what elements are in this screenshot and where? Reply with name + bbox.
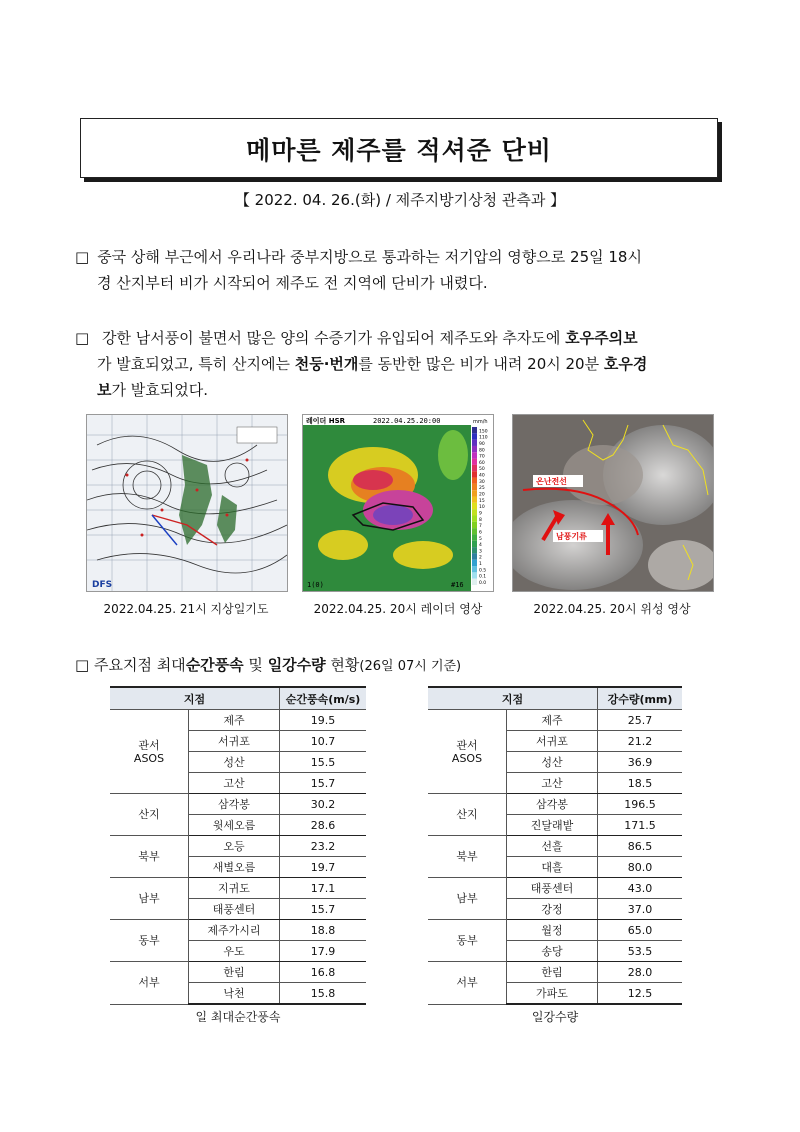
radar-footer-left: 1(0) <box>307 581 324 589</box>
radar-graphic <box>303 415 493 591</box>
station-cell: 월정 <box>507 920 598 941</box>
station-cell: 제주가시리 <box>189 920 280 941</box>
value-cell: 18.8 <box>280 920 367 941</box>
value-cell: 16.8 <box>280 962 367 983</box>
station-cell: 선흘 <box>507 836 598 857</box>
section-bold-wind: 순간풍속 <box>185 656 244 674</box>
radar-scale-swatch <box>472 566 477 572</box>
radar-scale-swatch <box>472 433 477 439</box>
page-title: 메마른 제주를 적셔준 단비 <box>246 136 552 165</box>
radar-scale-label: 70 <box>479 454 485 460</box>
table-row <box>428 962 682 983</box>
radar-scale-label: 110 <box>479 435 488 441</box>
radar-image <box>302 414 494 592</box>
bullet-box: □ <box>75 656 90 674</box>
region-cell: 관서 ASOS <box>110 710 189 794</box>
value-cell: 15.5 <box>280 752 367 773</box>
radar-scale-label: 9 <box>479 511 482 517</box>
radar-scale-swatch <box>472 484 477 490</box>
radar-scale-swatch <box>472 478 477 484</box>
radar-scale-swatch <box>472 465 477 471</box>
table-section-heading <box>75 654 461 675</box>
radar-scale-label: 5 <box>479 536 482 542</box>
satellite-graphic <box>513 415 713 591</box>
radar-scale-label: 4 <box>479 543 482 549</box>
value-cell: 171.5 <box>598 815 683 836</box>
para2-text: 강한 남서풍이 불면서 많은 양의 수증기가 유입되어 제주도와 추자도에 <box>101 329 566 347</box>
radar-scale-swatch <box>472 572 477 578</box>
value-cell: 17.9 <box>280 941 367 962</box>
table-row <box>428 878 682 899</box>
radar-scale-label: 40 <box>479 473 485 479</box>
para2-text: 가 발효되었다. <box>111 381 208 399</box>
rain-table-caption: 일강수량 <box>531 1010 579 1024</box>
value-cell: 65.0 <box>598 920 683 941</box>
wind-table <box>110 686 366 1005</box>
radar-scale-label: 80 <box>479 448 485 454</box>
station-cell: 서귀포 <box>189 731 280 752</box>
value-cell: 15.7 <box>280 773 367 794</box>
satellite-image <box>512 414 714 592</box>
value-cell: 53.5 <box>598 941 683 962</box>
value-cell: 80.0 <box>598 857 683 878</box>
paragraph-1 <box>75 244 725 296</box>
radar-scale-label: 60 <box>479 460 485 466</box>
value-cell: 12.5 <box>598 983 683 1005</box>
station-cell: 윗세오름 <box>189 815 280 836</box>
radar-scale-swatch <box>472 427 477 433</box>
table-header-row <box>110 687 366 710</box>
radar-scale-label: 7 <box>479 524 482 530</box>
region-cell: 북부 <box>428 836 507 878</box>
radar-scale-swatch <box>472 440 477 446</box>
satellite-flow-label: 남풍기류 <box>556 532 587 541</box>
table-row <box>110 920 366 941</box>
station-cell: 제주 <box>189 710 280 731</box>
station-cell: 성산 <box>507 752 598 773</box>
para2-bold-advisory: 호우주의보 <box>565 329 638 347</box>
station-cell: 한림 <box>507 962 598 983</box>
weather-chart-stamp: DFS <box>92 580 113 590</box>
region-cell: 동부 <box>110 920 189 962</box>
section-text: 현황 <box>325 656 360 674</box>
radar-scale-label: 50 <box>479 467 485 473</box>
radar-scale-label: 10 <box>479 505 485 511</box>
radar-scale-swatch <box>472 497 477 503</box>
radar-scale-label: 2 <box>479 555 482 561</box>
station-cell: 제주 <box>507 710 598 731</box>
station-cell: 한림 <box>189 962 280 983</box>
radar-scale-swatch <box>472 471 477 477</box>
station-cell: 삼각봉 <box>189 794 280 815</box>
region-cell: 서부 <box>428 962 507 1005</box>
station-cell: 진달래밭 <box>507 815 598 836</box>
header-station: 지점 <box>110 687 280 710</box>
table-row <box>110 794 366 815</box>
para1-line1: 중국 상해 부근에서 우리나라 중부지방으로 통과하는 저기압의 영향으로 25일 18시 <box>97 248 642 266</box>
table-row <box>428 836 682 857</box>
station-cell: 태풍센터 <box>507 878 598 899</box>
radar-scale-swatch <box>472 509 477 515</box>
region-cell: 산지 <box>428 794 507 836</box>
para2-bold-warning-end: 보 <box>97 381 112 399</box>
para2-bold-warning: 호우경 <box>603 355 648 373</box>
value-cell: 43.0 <box>598 878 683 899</box>
value-cell: 15.7 <box>280 899 367 920</box>
radar-scale-label: 25 <box>479 486 485 492</box>
station-cell: 고산 <box>189 773 280 794</box>
radar-scale-label: 3 <box>479 549 482 555</box>
radar-scale-swatch <box>472 553 477 559</box>
region-cell: 남부 <box>428 878 507 920</box>
station-cell: 송당 <box>507 941 598 962</box>
value-cell: 37.0 <box>598 899 683 920</box>
para2-bold-thunder: 천둥·번개 <box>294 355 359 373</box>
radar-scale-label: 8 <box>479 517 482 523</box>
value-cell: 36.9 <box>598 752 683 773</box>
station-cell: 가파도 <box>507 983 598 1005</box>
station-cell: 새별오름 <box>189 857 280 878</box>
date-line: 【 2022. 04. 26.(화) / 제주지방기상청 관측과 】 <box>234 191 566 209</box>
para2-text: 가 발효되었고, 특히 산지에는 <box>97 355 295 373</box>
value-cell: 21.2 <box>598 731 683 752</box>
radar-scale-swatch <box>472 452 477 458</box>
value-cell: 19.7 <box>280 857 367 878</box>
weather-chart-caption: 2022.04.25. 21시 지상일기도 <box>103 602 269 616</box>
value-cell: 25.7 <box>598 710 683 731</box>
station-cell: 태풍센터 <box>189 899 280 920</box>
header-value: 순간풍속(m/s) <box>280 687 367 710</box>
title-box <box>80 118 718 178</box>
weather-chart-image <box>86 414 288 592</box>
table-row <box>428 794 682 815</box>
value-cell: 28.0 <box>598 962 683 983</box>
station-cell: 대흘 <box>507 857 598 878</box>
radar-scale-swatch <box>472 560 477 566</box>
region-cell: 남부 <box>110 878 189 920</box>
region-cell: 동부 <box>428 920 507 962</box>
radar-scale-swatch <box>472 528 477 534</box>
value-cell: 17.1 <box>280 878 367 899</box>
value-cell: 10.7 <box>280 731 367 752</box>
radar-scale-label: 6 <box>479 530 482 536</box>
table-row <box>110 836 366 857</box>
table-row <box>428 710 682 731</box>
para2-text: 를 동반한 많은 비가 내려 20시 20분 <box>358 355 604 373</box>
station-cell: 삼각봉 <box>507 794 598 815</box>
radar-scale-label: 0.0 <box>479 581 487 586</box>
station-cell: 성산 <box>189 752 280 773</box>
radar-scale-label: 15 <box>479 498 485 504</box>
value-cell: 23.2 <box>280 836 367 857</box>
region-cell: 서부 <box>110 962 189 1005</box>
region-cell: 산지 <box>110 794 189 836</box>
value-cell: 30.2 <box>280 794 367 815</box>
radar-scale-label: 20 <box>479 492 485 498</box>
radar-unit: mm/h <box>473 419 488 425</box>
station-cell: 서귀포 <box>507 731 598 752</box>
station-cell: 낙천 <box>189 983 280 1005</box>
station-cell: 강정 <box>507 899 598 920</box>
radar-scale-swatch <box>472 490 477 496</box>
header-value: 강수량(mm) <box>598 687 683 710</box>
radar-scale-swatch <box>472 579 477 585</box>
radar-scale-swatch <box>472 459 477 465</box>
value-cell: 196.5 <box>598 794 683 815</box>
station-cell: 지귀도 <box>189 878 280 899</box>
station-cell: 고산 <box>507 773 598 794</box>
region-cell: 북부 <box>110 836 189 878</box>
radar-scale-label: 90 <box>479 441 485 447</box>
radar-scale-label: 0.5 <box>479 568 487 574</box>
section-bold-rain: 일강수량 <box>267 656 326 674</box>
bullet-box: □ <box>75 329 90 347</box>
radar-scale-swatch <box>472 522 477 528</box>
station-cell: 오등 <box>189 836 280 857</box>
section-text: 및 <box>243 656 268 674</box>
table-row <box>428 920 682 941</box>
section-text: 주요지점 최대 <box>93 656 186 674</box>
radar-caption: 2022.04.25. 20시 레이더 영상 <box>313 602 483 616</box>
value-cell: 18.5 <box>598 773 683 794</box>
bullet-box: □ <box>75 248 90 266</box>
section-basis-time: (26일 07시 기준) <box>359 659 462 674</box>
table-header-row <box>428 687 682 710</box>
value-cell: 19.5 <box>280 710 367 731</box>
wind-table-caption: 일 최대순간풍속 <box>195 1010 281 1024</box>
radar-scale-swatch <box>472 446 477 452</box>
table-row <box>110 710 366 731</box>
radar-scale-swatch <box>472 503 477 509</box>
weather-chart-graphic <box>87 415 287 591</box>
radar-header: 레이더 HSR <box>306 417 346 425</box>
rain-table <box>428 686 682 1005</box>
radar-footer-right: #16 <box>451 581 464 589</box>
radar-scale-swatch <box>472 515 477 521</box>
value-cell: 28.6 <box>280 815 367 836</box>
radar-scale-swatch <box>472 541 477 547</box>
paragraph-2 <box>75 325 725 403</box>
satellite-front-label: 온난전선 <box>536 477 567 486</box>
radar-scale-label: 30 <box>479 479 485 485</box>
radar-scale-label: 1 <box>479 562 482 568</box>
satellite-caption: 2022.04.25. 20시 위성 영상 <box>533 602 691 616</box>
station-cell: 우도 <box>189 941 280 962</box>
para1-line2: 경 산지부터 비가 시작되어 제주도 전 지역에 단비가 내렸다. <box>97 274 488 292</box>
value-cell: 86.5 <box>598 836 683 857</box>
radar-scale-swatch <box>472 534 477 540</box>
value-cell: 15.8 <box>280 983 367 1005</box>
table-row <box>110 878 366 899</box>
radar-time: 2022.04.25.20:00 <box>373 417 441 425</box>
region-cell: 관서 ASOS <box>428 710 507 794</box>
radar-scale-label: 0.1 <box>479 574 487 580</box>
table-row <box>110 962 366 983</box>
radar-scale-label: 150 <box>479 429 488 435</box>
header-station: 지점 <box>428 687 598 710</box>
radar-scale-swatch <box>472 547 477 553</box>
